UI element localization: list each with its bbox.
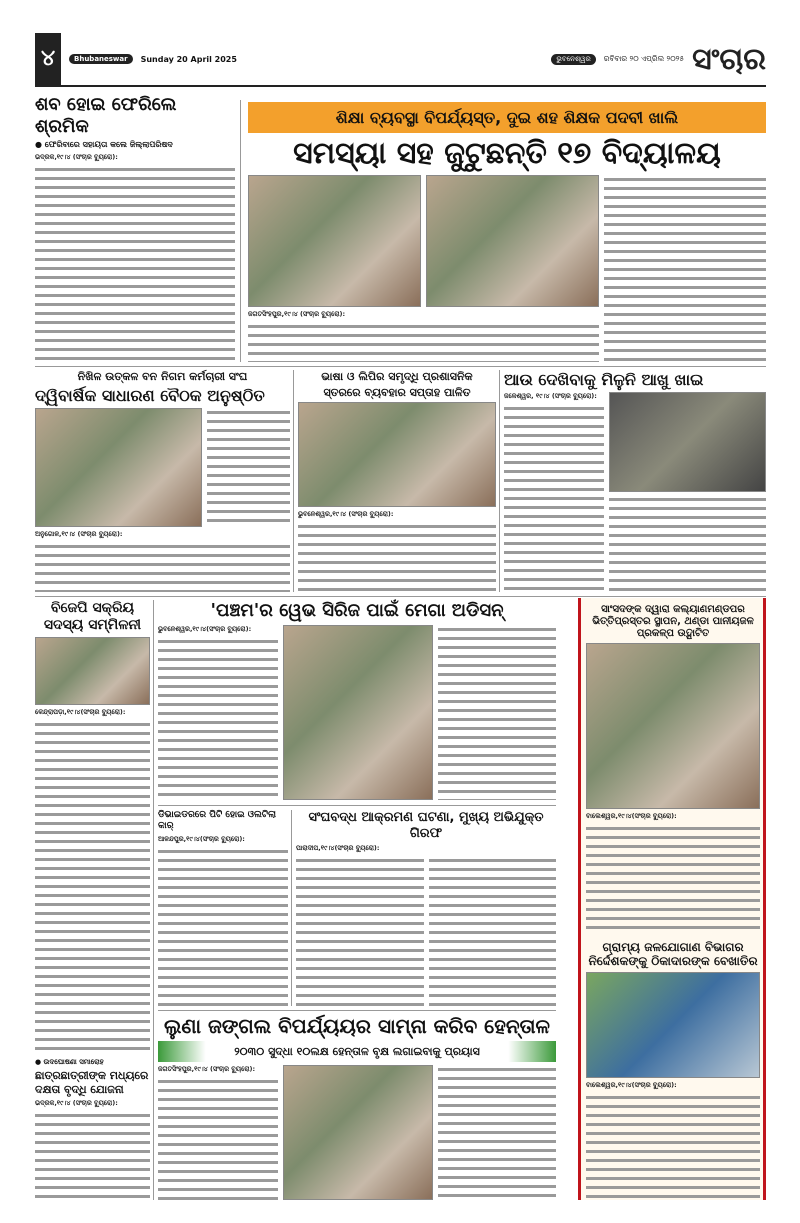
divider [158, 1010, 556, 1011]
page-number: ୪ [35, 33, 61, 85]
dateline: ଆଳନ୍ଦପୁର,୧୯।୪(ସଂଚାର ବ୍ୟୁରୋ): [158, 834, 245, 843]
divider [293, 370, 294, 592]
dateline: ଭୁବନେଶ୍ୱର,୧୯।୪(ସଂଚାର ବ୍ୟୁରୋ): [158, 624, 252, 633]
kicker: ● ଉଦଘୋଷଣା ସମାରୋହ [35, 1058, 104, 1066]
logo: ସଂଚାର [692, 41, 766, 77]
dateline: କେନ୍ଦ୍ରାପଡ଼ା,୧୯।୪(ସଂଚାର ବ୍ୟୁରୋ): [35, 707, 126, 716]
dateline: ବାଲେଶ୍ୱର,୧୯।୪(ସଂଚାର ବ୍ୟୁରୋ): [586, 1081, 677, 1090]
article [504, 370, 766, 592]
headline: ଲୁଣା ଜଙ୍ଗଲ ବିପର୍ଯ୍ୟୟର ସାମ୍ନା କରିବ ହେନ୍ତାଳ [164, 1014, 550, 1038]
headline: ଗ୍ରାମ୍ୟ ଜଳଯୋଗାଣ ବିଭାଗର ନିର୍ଦ୍ଦେଶକଙ୍କୁ ଠିକାଦାରଙ୍କ ବେଖାତିର [588, 940, 758, 969]
event-photo [298, 402, 496, 507]
headline: ଡିଭାଇଡରରେ ପିଟି ହୋଇ ଓଲଟିଲା କାର୍ [158, 810, 277, 831]
article-body [504, 404, 604, 592]
subheadline: ● ଫେରିବାରେ ସହାୟତା କଲେ ଜିଲ୍ଲାପରିଷଦ [35, 140, 173, 150]
dateline: ଭଦ୍ରକ,୧୯।୪ (ସଂଚାର ବ୍ୟୁରୋ): [35, 152, 118, 161]
mangrove-event-photo [283, 1065, 433, 1200]
article-body [158, 1077, 278, 1200]
article-body [296, 856, 424, 1006]
article [298, 370, 496, 592]
kicker-banner: ଶିକ୍ଷା ବ୍ୟବସ୍ଥା ବିପର୍ଯ୍ୟସ୍ତ, ଦୁଇ ଶହ ଶିକ୍ଷକ ପଦବୀ ଖାଲି [248, 102, 766, 133]
headline: ଆଉ ଦେଖିବାକୁ ମିଳୁନି ଆଖୁ ଖାଇ [504, 370, 704, 389]
kicker-text: ଉଦଘୋଷଣା ସମାରୋହ [43, 1058, 104, 1066]
article [35, 600, 150, 1052]
article-body [586, 1093, 760, 1198]
school-classroom-photo [248, 175, 421, 307]
dateline: ପାରାଦୀପ,୧୯।୪(ସଂଚାର ବ୍ୟୁରୋ): [296, 844, 380, 853]
divider [240, 100, 241, 362]
date-en: Sunday 20 April 2025 [140, 54, 237, 64]
divider [35, 596, 766, 597]
article-body [35, 165, 235, 362]
article-body [429, 856, 557, 1006]
headline: 'ପଞ୍ଚମ'ର ୱେଭ ସିରିଜ ପାଇଁ ମେଗା ଅଡିସନ୍ [210, 600, 504, 621]
divider [35, 366, 766, 367]
city-en: Bhubaneswar [69, 54, 133, 64]
kicker: ଭାଷା ଓ ଲିପିର ସମୃଦ୍ଧି ପ୍ରଶାସନିକ [321, 370, 473, 383]
article-body [35, 542, 290, 592]
headline: ଶବ ହୋଇ ଫେରିଲେ ଶ୍ରମିକ [35, 94, 177, 137]
divider [153, 600, 154, 1200]
subheadline: ୨୦୩୦ ସୁଦ୍ଧା ୧୦ଲକ୍ଷ ହେନ୍ତାଳ ବୃକ୍ଷ ଲଗାଇବାକୁ ପ୍ରୟାସ [158, 1041, 556, 1062]
city-or: ଭୁବନେଶ୍ୱର [551, 54, 595, 65]
divider [499, 370, 500, 592]
article-body [438, 625, 556, 800]
article [248, 102, 766, 362]
dateline: ଭୁବନେଶ୍ୱର,୧୯।୪ (ସଂଚାର ବ୍ୟୁରୋ): [298, 510, 394, 518]
article-body [35, 1111, 150, 1200]
date-or: ରବିବାର ୨୦ ଏପ୍ରିଲ ୨୦୨୫ [603, 54, 685, 63]
masthead [35, 33, 766, 87]
article-body [586, 824, 760, 934]
dateline: ବାଲେଶ୍ୱର,୧୯।୪(ସଂଚାର ବ୍ୟୁରୋ): [586, 812, 677, 820]
divider [291, 810, 292, 1006]
water-supply-photo [586, 972, 760, 1079]
article [158, 600, 556, 800]
article-body [158, 847, 288, 1006]
meeting-photo [35, 408, 202, 527]
article [296, 810, 556, 1006]
students-photo [426, 175, 599, 307]
dateline: ଭଦ୍ରକ,୧୯।୪ (ସଂଚାର ବ୍ୟୁରୋ): [35, 1098, 118, 1107]
inauguration-photo [586, 643, 760, 809]
headline: ସ୍ତରରେ ବ୍ୟବହାର ସପ୍ତାହ ପାଳିତ [323, 386, 471, 400]
article-body [207, 408, 290, 527]
article [586, 940, 760, 1198]
article-body [248, 322, 599, 362]
headline: ସଂଘବଦ୍ଧ ଆକ୍ରମଣ ଘଟଣା, ମୁଖ୍ୟ ଅଭିଯୁକ୍ତ ଗିରଫ [308, 810, 544, 841]
article [586, 604, 760, 934]
headline: ବିଜେପି ସକ୍ରିୟ ସଦସ୍ୟ ସମ୍ମିଳନୀ [43, 600, 142, 633]
article-body [35, 720, 150, 1052]
article [158, 1014, 556, 1200]
article-body [609, 495, 766, 592]
sugarcane-crusher-photo [609, 392, 766, 491]
headline: ଛାତ୍ରଛାତ୍ରୀଙ୍କ ମଧ୍ୟରେ ଦକ୍ଷତା ବୃଦ୍ଧି ଯୋଜନା [35, 1069, 149, 1096]
headline: ଦ୍ୱିବାର୍ଷିକ ସାଧାରଣ ବୈଠକ ଅନୁଷ୍ଠିତ [35, 386, 265, 406]
article-body [438, 1065, 556, 1200]
subheadline-text: ଫେରିବାରେ ସହାୟତା କଲେ ଜିଲ୍ଲାପରିଷଦ [44, 140, 173, 150]
article [35, 94, 235, 362]
article-body [298, 522, 496, 592]
dateline: ଜଳେଶ୍ୱର, ୧୯।୪ (ସଂଚାର ବ୍ୟୁରୋ): [504, 392, 597, 401]
audition-photo [283, 625, 433, 800]
dateline: ଅନୁଗୋଳ,୧୯।୪ (ସଂଚାର ବ୍ୟୁରୋ): [35, 530, 123, 538]
bjp-meeting-photo [35, 637, 150, 705]
kicker: ନିଖିଳ ଉତ୍କଳ ବନ ନିଗମ କର୍ମଚାରୀ ସଂଘ [77, 370, 248, 383]
main-headline: ସମସ୍ୟା ସହ ଜୁଟୁଛନ୍ତି ୧୭ ବିଦ୍ୟାଳୟ [293, 136, 721, 172]
article [35, 370, 290, 592]
article-body [158, 637, 278, 800]
divider [158, 805, 556, 806]
article-body [604, 175, 766, 362]
article [158, 810, 288, 1006]
dateline: ଜଗତସିଂହପୁର,୧୯।୪ (ସଂଚାର ବ୍ୟୁରୋ): [248, 310, 346, 318]
article [35, 1058, 150, 1200]
dateline: ଜଗତସିଂହପୁର,୧୯।୪ (ସଂଚାର ବ୍ୟୁରୋ): [158, 1065, 256, 1074]
headline: ସାଂସଦଙ୍କ ଦ୍ୱାରା କଲ୍ୟାଣମଣ୍ଡପର ଭିତ୍ତିପ୍ରସ୍ତର ସ୍ଥାପନ, ଥଣ୍ଡା ପାନୀୟଜଳ ପ୍ରକଳ୍ପ ଉଦ୍ଘାଟିତ [592, 604, 754, 639]
